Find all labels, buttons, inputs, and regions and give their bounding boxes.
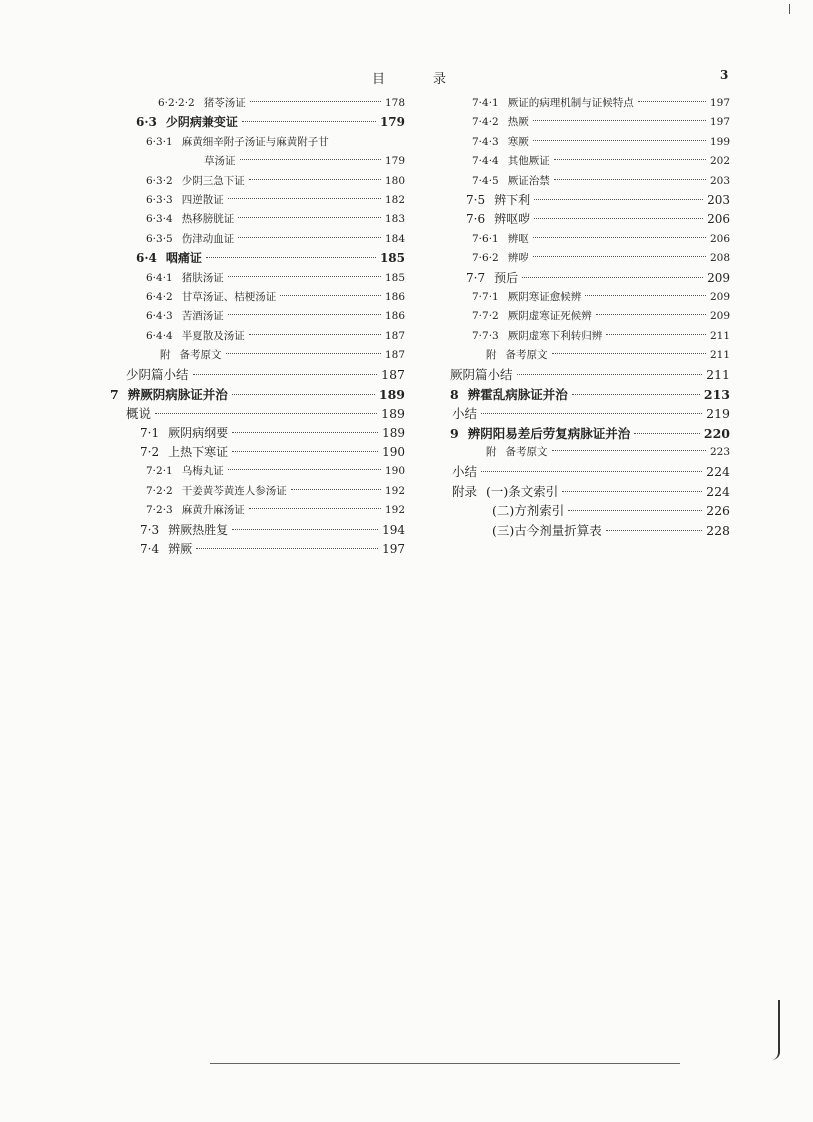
toc-dot-leader: [249, 334, 381, 335]
toc-dot-leader: [228, 469, 381, 470]
toc-entry-page: 187: [384, 349, 405, 362]
toc-dot-leader: [240, 159, 381, 160]
toc-dot-leader: [568, 510, 702, 511]
toc-entry: [110, 269, 405, 288]
toc-entry-number: 7·7: [466, 270, 486, 285]
toc-entry: [110, 288, 405, 307]
toc-entry-page: 206: [707, 212, 730, 227]
toc-dot-leader: [481, 471, 702, 472]
toc-entry: [110, 327, 405, 346]
toc-entry: [110, 521, 405, 540]
toc-entry-page: 226: [706, 503, 730, 519]
toc-entry-title: 备考原文: [505, 446, 548, 459]
toc-entry-title: 辨呕: [507, 232, 529, 245]
toc-entry-page: 199: [709, 135, 730, 148]
toc-dot-leader: [552, 353, 706, 354]
toc-entry-title: 少阴病兼变证: [165, 115, 238, 130]
toc-entry-number: 7·4·1: [472, 97, 499, 109]
toc-entry-page: 186: [384, 310, 405, 323]
toc-entry-page: 179: [379, 115, 405, 130]
toc-entry-title: 猪苓汤证: [203, 97, 246, 109]
toc-entry: [450, 210, 730, 229]
toc-entry-title: 厥证治禁: [507, 174, 550, 187]
toc-entry-title: 辨厥: [168, 541, 193, 556]
toc-entry-page: 206: [709, 232, 730, 245]
toc-entry-title: 辨下利: [494, 192, 531, 207]
toc-entry-title: 麻黄细辛附子汤证与麻黄附子甘: [181, 135, 329, 148]
toc-entry-number: 7·2: [140, 445, 160, 460]
toc-entry-number: 7·2·1: [146, 465, 173, 478]
toc-entry-title: 热移膀胱证: [181, 213, 235, 226]
toc-entry-title: 麻黄升麻汤证: [181, 504, 245, 517]
toc-dot-leader: [291, 489, 381, 490]
toc-entry-title: 少阴篇小结: [126, 367, 189, 383]
toc-entry-page: 187: [384, 329, 405, 342]
toc-entry-page: 183: [384, 213, 405, 226]
toc-entry: [450, 94, 730, 113]
toc-entry-title: 厥阴虚寒下利转归辨: [507, 329, 603, 342]
toc-entry-number: 7·3: [140, 522, 160, 537]
toc-entry-page: 192: [384, 504, 405, 517]
toc-entry: [450, 191, 730, 210]
toc-entry-title: 伤津动血证: [181, 232, 235, 245]
toc-entry-page: 197: [709, 97, 730, 109]
toc-dot-leader: [533, 120, 706, 121]
toc-dot-leader: [533, 256, 706, 257]
toc-dot-leader: [232, 394, 375, 395]
toc-entry-number: 6·4·3: [146, 310, 173, 323]
toc-entry-title: 厥阴病纲要: [168, 425, 229, 440]
toc-dot-leader: [193, 374, 378, 375]
toc-entry-number: 7·4·5: [472, 174, 499, 187]
toc-entry: [110, 94, 405, 113]
toc-dot-leader: [517, 374, 703, 375]
toc-left-column: [110, 94, 405, 559]
toc-dot-leader: [250, 101, 381, 102]
toc-entry-page: 223: [709, 446, 730, 459]
page-number: 3: [720, 68, 729, 82]
toc-entry-title: 厥阴篇小结: [450, 367, 513, 383]
toc-entry: [450, 385, 730, 404]
toc-entry-number: 7·5: [466, 192, 486, 207]
toc-entry-title: 辨呕哕: [494, 212, 531, 227]
toc-entry: [110, 191, 405, 210]
toc-entry-page: 224: [706, 483, 730, 499]
toc-entry: [110, 540, 405, 559]
toc-entry-number: 7·4·4: [472, 155, 499, 168]
toc-dot-leader: [572, 394, 700, 395]
toc-entry-title: 乌梅丸证: [181, 465, 224, 478]
toc-entry-number: 7·7·1: [472, 290, 499, 303]
toc-entry-page: 208: [709, 252, 730, 265]
toc-entry-page: 189: [382, 425, 405, 440]
toc-entry-page: 202: [709, 155, 730, 168]
toc-entry: [110, 462, 405, 481]
toc-entry-title: 概说: [126, 406, 152, 422]
toc-entry-page: 182: [384, 193, 405, 206]
toc-entry-number: 7·6: [466, 212, 486, 227]
toc-entry-title: 预后: [494, 270, 519, 285]
toc-dot-leader: [596, 314, 706, 315]
toc-dot-leader: [533, 237, 706, 238]
toc-entry: [450, 365, 730, 384]
toc-entry-page: 180: [384, 174, 405, 187]
toc-entry-number: 7·4·3: [472, 135, 499, 148]
toc-entry-page: 185: [379, 251, 405, 266]
toc-dot-leader: [238, 237, 381, 238]
toc-entry-title: 辨哕: [507, 252, 529, 265]
toc-entry-title: 厥阴虚寒证死候辨: [507, 310, 592, 323]
toc-entry-page: 197: [382, 541, 405, 556]
toc-dot-leader: [226, 353, 381, 354]
toc-dot-leader: [554, 159, 706, 160]
toc-entry-number: 6·2·2·2: [158, 97, 195, 109]
toc-entry-number: 6·4·4: [146, 329, 173, 342]
toc-entry-title: 辨阴阳易差后劳复病脉证并治: [467, 425, 631, 441]
toc-entry: [450, 152, 730, 171]
toc-dot-leader: [155, 413, 377, 414]
toc-entry: [110, 424, 405, 443]
scan-artifact-mark: [768, 1000, 780, 1060]
toc-entry-number: 7·1: [140, 425, 160, 440]
toc-dot-leader: [638, 101, 706, 102]
toc-entry: [110, 249, 405, 268]
toc-entry-title: 其他厥证: [507, 155, 550, 168]
toc-entry-number: 7·4·2: [472, 116, 499, 129]
toc-entry: [450, 404, 730, 423]
toc-entry-title: 备考原文: [179, 349, 222, 362]
toc-entry: [110, 385, 405, 404]
toc-entry: [110, 346, 405, 365]
toc-entry-number: 6·3·4: [146, 213, 173, 226]
toc-dot-leader: [228, 198, 381, 199]
toc-entry-page: 178: [384, 97, 405, 109]
toc-entry: [450, 346, 730, 365]
toc-entry: [110, 443, 405, 462]
toc-dot-leader: [585, 295, 706, 296]
toc-entry-page: 197: [709, 116, 730, 129]
toc-entry: [450, 113, 730, 132]
toc-dot-leader: [228, 276, 381, 277]
toc-entry: [110, 210, 405, 229]
toc-dot-leader: [534, 218, 703, 219]
toc-entry-page: 209: [709, 310, 730, 323]
toc-entry-title: (二)方剂索引: [492, 503, 565, 519]
toc-entry-number: 6·3·5: [146, 232, 173, 245]
toc-entry-page: 192: [384, 484, 405, 497]
toc-entry-page: 203: [707, 192, 730, 207]
toc-entry-page: 228: [706, 522, 730, 538]
toc-entry: [450, 133, 730, 152]
toc-entry-page: 194: [382, 522, 405, 537]
toc-entry: [450, 327, 730, 346]
toc-entry-title: 寒厥: [507, 135, 529, 148]
toc-entry-title: (三)古今剂量折算表: [492, 522, 602, 538]
toc-entry: [110, 133, 405, 152]
toc-entry-page: 211: [709, 329, 730, 342]
toc-dot-leader: [534, 199, 703, 200]
toc-entry: [450, 172, 730, 191]
toc-entry-page: 224: [706, 464, 730, 480]
toc-dot-leader: [606, 334, 706, 335]
toc-entry-title: 干姜黄芩黄连人参汤证: [181, 484, 287, 497]
toc-entry-number: 7·2·3: [146, 504, 173, 517]
toc-entry-number: 附: [160, 349, 171, 362]
toc-entry: [450, 501, 730, 520]
toc-entry-number: 6·3·2: [146, 174, 173, 187]
toc-entry: [450, 269, 730, 288]
toc-dot-leader: [481, 413, 702, 414]
toc-dot-leader: [522, 277, 703, 278]
toc-entry-number: 附: [486, 349, 497, 362]
toc-entry: [450, 424, 730, 443]
toc-entry: [110, 501, 405, 520]
toc-entry-title: 热厥: [507, 116, 529, 129]
toc-entry-title: 小结: [452, 464, 478, 480]
toc-entry-title: 少阴三急下证: [181, 174, 245, 187]
toc-entry: [110, 172, 405, 191]
toc-entry-page: 219: [706, 406, 730, 422]
toc-entry: [110, 482, 405, 501]
toc-entry-title: 厥阴寒证愈候辨: [507, 290, 582, 303]
toc-dot-leader: [232, 432, 378, 433]
toc-entry-page: 220: [703, 425, 730, 441]
toc-entry-number: 6·4·2: [146, 290, 173, 303]
page-header: [0, 68, 813, 88]
toc-entry-title: 备考原文: [505, 349, 548, 362]
toc-right-column: [450, 94, 730, 540]
toc-entry: [110, 152, 405, 171]
toc-dot-leader: [249, 508, 381, 509]
toc-dot-leader: [606, 530, 702, 531]
toc-dot-leader: [232, 451, 378, 452]
toc-entry: [450, 521, 730, 540]
toc-entry-title: 上热下寒证: [168, 445, 229, 460]
toc-entry: [450, 288, 730, 307]
toc-entry-number: 附: [486, 446, 497, 459]
toc-entry-title: 猪肤汤证: [181, 271, 224, 284]
toc-dot-leader: [238, 217, 381, 218]
toc-entry-title: (一)条文索引: [486, 483, 559, 499]
toc-entry-page: 189: [378, 386, 405, 402]
toc-entry-title: 四逆散证: [181, 193, 224, 206]
toc-entry-page: 211: [706, 367, 730, 383]
toc-dot-leader: [554, 179, 706, 180]
toc-dot-leader: [533, 140, 706, 141]
toc-entry-number: 6·3: [136, 115, 157, 130]
toc-entry-page: 203: [709, 174, 730, 187]
toc-entry-title: 苦酒汤证: [181, 310, 224, 323]
toc-dot-leader: [634, 433, 700, 434]
toc-entry-title: 甘草汤证、桔梗汤证: [181, 290, 277, 303]
toc-dot-leader: [206, 257, 376, 258]
toc-entry: [110, 113, 405, 132]
toc-dot-leader: [280, 295, 381, 296]
toc-entry-page: 189: [381, 406, 405, 422]
toc-dot-leader: [552, 450, 706, 451]
toc-entry-title: 辨霍乱病脉证并治: [467, 386, 568, 402]
toc-entry-number: 8: [450, 386, 459, 402]
toc-entry-title: 草汤证: [204, 155, 236, 168]
toc-entry-number: 7: [110, 386, 119, 402]
toc-entry-title: 辨厥热胜复: [168, 522, 229, 537]
toc-entry-number: 7·4: [140, 541, 160, 556]
toc-entry-number: 附录: [452, 483, 478, 499]
toc-entry-number: 7·6·2: [472, 252, 499, 265]
toc-entry-page: 209: [709, 290, 730, 303]
toc-entry: [450, 307, 730, 326]
toc-dot-leader: [228, 314, 381, 315]
toc-entry-page: 179: [384, 155, 405, 168]
toc-entry: [110, 230, 405, 249]
page-header-title: 目录: [372, 72, 495, 87]
scan-artifact-tick: [789, 4, 793, 14]
toc-entry-title: 小结: [452, 406, 478, 422]
toc-entry-page: 185: [384, 271, 405, 284]
toc-entry-number: 7·2·2: [146, 484, 173, 497]
toc-entry-page: 184: [384, 232, 405, 245]
toc-entry-title: 辨厥阴病脉证并治: [127, 386, 228, 402]
toc-dot-leader: [249, 179, 381, 180]
toc-entry-number: 6·4·1: [146, 271, 173, 284]
toc-dot-leader: [196, 548, 378, 549]
toc-entry-page: 190: [384, 465, 405, 478]
toc-dot-leader: [232, 529, 378, 530]
toc-entry-title: 咽痛证: [165, 251, 202, 266]
toc-entry: [110, 404, 405, 423]
toc-entry-page: 209: [707, 270, 730, 285]
toc-entry: [450, 249, 730, 268]
toc-entry: [450, 482, 730, 501]
toc-entry: [110, 365, 405, 384]
toc-entry-number: 7·7·3: [472, 329, 499, 342]
toc-entry-page: 211: [709, 349, 730, 362]
toc-entry-number: 7·6·1: [472, 232, 499, 245]
toc-entry-title: 厥证的病理机制与证候特点: [507, 97, 634, 109]
toc-entry-page: 186: [384, 290, 405, 303]
toc-entry-title: 半夏散及汤证: [181, 329, 245, 342]
toc-dot-leader: [242, 121, 376, 122]
toc-entry: [450, 443, 730, 462]
toc-entry: [450, 230, 730, 249]
toc-entry-number: 6·3·3: [146, 193, 173, 206]
toc-entry: [110, 307, 405, 326]
toc-entry-page: 187: [381, 367, 405, 383]
scan-artifact-line: [210, 1063, 680, 1064]
toc-entry-number: 6·4: [136, 251, 157, 266]
toc-entry-page: 213: [703, 386, 730, 402]
toc-entry-number: 9: [450, 425, 459, 441]
toc-entry-page: 190: [382, 445, 405, 460]
toc-entry-number: 7·7·2: [472, 310, 499, 323]
toc-dot-leader: [562, 491, 702, 492]
toc-entry-number: 6·3·1: [146, 135, 173, 148]
toc-entry: [450, 462, 730, 481]
